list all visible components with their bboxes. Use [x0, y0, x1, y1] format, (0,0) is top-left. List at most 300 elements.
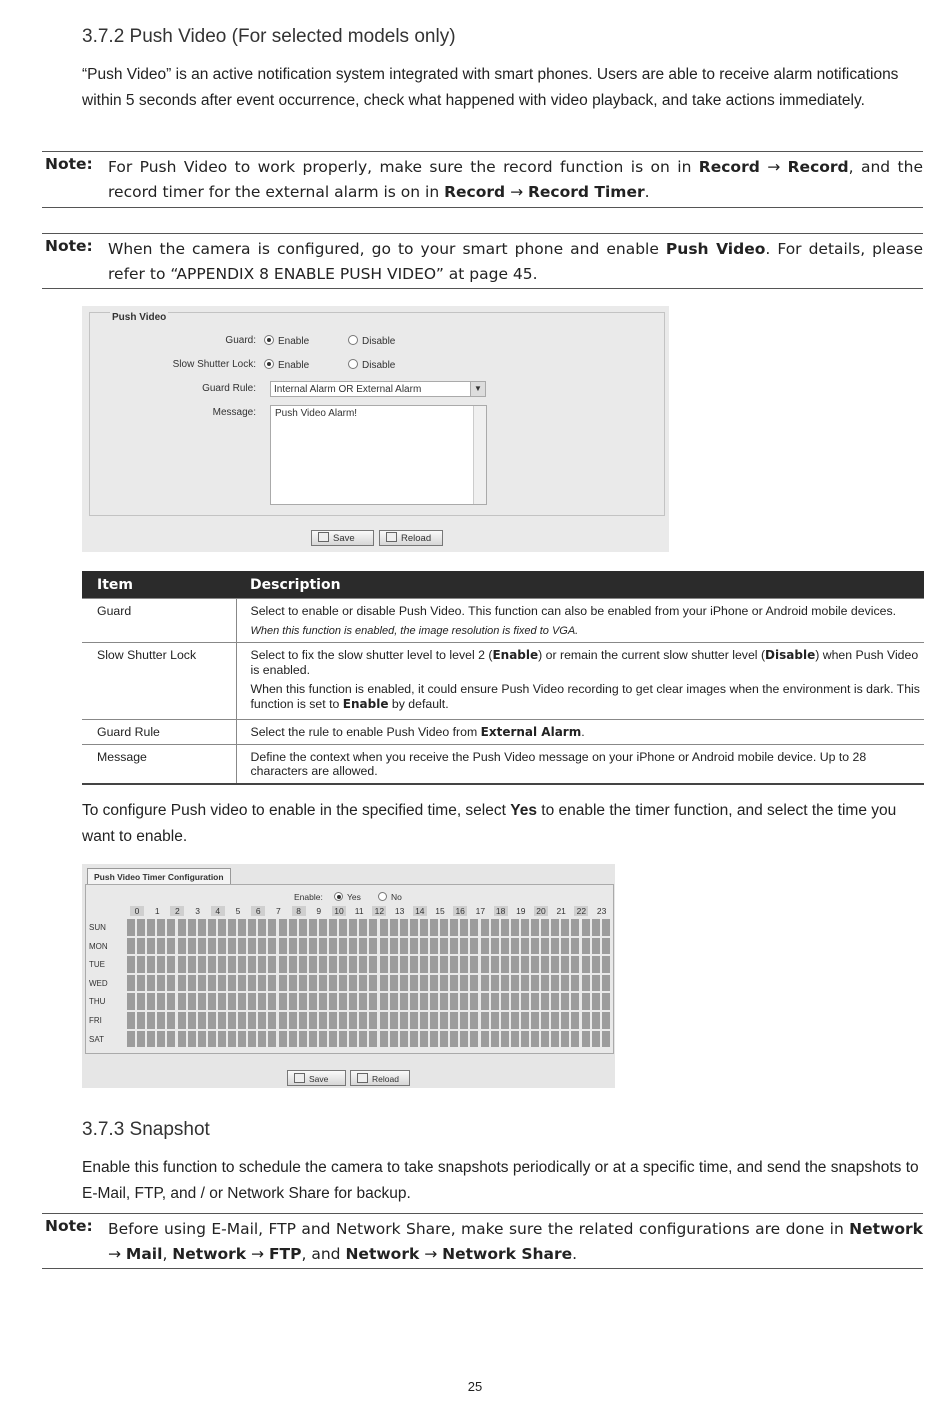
timer-cell[interactable]: [511, 938, 519, 955]
hour-header[interactable]: 13: [394, 906, 405, 916]
hour-header[interactable]: 11: [354, 906, 364, 916]
timer-cell[interactable]: [369, 919, 377, 936]
timer-cell[interactable]: [551, 956, 559, 973]
timer-cell[interactable]: [531, 1031, 539, 1048]
timer-cell[interactable]: [329, 975, 337, 992]
timer-cell[interactable]: [470, 956, 478, 973]
timer-cell[interactable]: [450, 975, 458, 992]
timer-cell[interactable]: [157, 938, 165, 955]
timer-cell[interactable]: [218, 919, 226, 936]
timer-cell[interactable]: [188, 1031, 196, 1048]
timer-cell[interactable]: [440, 956, 448, 973]
timer-cell[interactable]: [339, 956, 347, 973]
timer-cell[interactable]: [279, 1031, 287, 1048]
timer-cell[interactable]: [279, 938, 287, 955]
scrollbar[interactable]: [473, 406, 486, 504]
timer-cell[interactable]: [157, 956, 165, 973]
slow-shutter-disable-radio[interactable]: Disable: [348, 359, 395, 371]
timer-cell[interactable]: [309, 975, 317, 992]
timer-cell[interactable]: [228, 956, 236, 973]
timer-cell[interactable]: [198, 919, 206, 936]
timer-cell[interactable]: [309, 956, 317, 973]
timer-cell[interactable]: [279, 919, 287, 936]
hour-header[interactable]: 8: [292, 906, 306, 916]
timer-cell[interactable]: [319, 938, 327, 955]
timer-cell[interactable]: [359, 1012, 367, 1029]
timer-cell[interactable]: [460, 938, 468, 955]
timer-cell[interactable]: [329, 993, 337, 1010]
timer-cell[interactable]: [602, 938, 610, 955]
timer-cell[interactable]: [359, 993, 367, 1010]
hour-header[interactable]: 20: [534, 906, 548, 916]
timer-cell[interactable]: [571, 1031, 579, 1048]
timer-cell[interactable]: [147, 1012, 155, 1029]
slow-shutter-enable-radio[interactable]: Enable: [264, 359, 309, 371]
timer-cell[interactable]: [167, 1012, 175, 1029]
timer-cell[interactable]: [369, 975, 377, 992]
hour-header[interactable]: 12: [372, 906, 386, 916]
hour-header[interactable]: 16: [453, 906, 467, 916]
timer-cell[interactable]: [218, 956, 226, 973]
timer-cell[interactable]: [460, 919, 468, 936]
timer-cell[interactable]: [167, 938, 175, 955]
timer-cell[interactable]: [430, 993, 438, 1010]
timer-cell[interactable]: [289, 993, 297, 1010]
timer-cell[interactable]: [178, 938, 186, 955]
timer-cell[interactable]: [481, 1031, 489, 1048]
day-label[interactable]: FRI: [89, 1016, 102, 1025]
timer-cell[interactable]: [349, 975, 357, 992]
timer-cell[interactable]: [137, 975, 145, 992]
hour-header[interactable]: 3: [195, 906, 200, 916]
day-label[interactable]: SUN: [89, 923, 106, 932]
timer-cell[interactable]: [178, 1012, 186, 1029]
timer-cell[interactable]: [551, 1031, 559, 1048]
timer-cell[interactable]: [390, 993, 398, 1010]
timer-cell[interactable]: [228, 1031, 236, 1048]
timer-cell[interactable]: [582, 956, 590, 973]
timer-cell[interactable]: [258, 938, 266, 955]
timer-cell[interactable]: [238, 975, 246, 992]
timer-cell[interactable]: [380, 1031, 388, 1048]
timer-cell[interactable]: [561, 956, 569, 973]
hour-header[interactable]: 1: [154, 906, 160, 916]
timer-cell[interactable]: [137, 993, 145, 1010]
timer-cell[interactable]: [470, 1012, 478, 1029]
timer-cell[interactable]: [400, 919, 408, 936]
timer-cell[interactable]: [491, 919, 499, 936]
timer-cell[interactable]: [390, 938, 398, 955]
timer-cell[interactable]: [410, 993, 418, 1010]
day-label[interactable]: WED: [89, 978, 108, 988]
timer-cell[interactable]: [531, 1012, 539, 1029]
timer-cell[interactable]: [127, 938, 135, 955]
timer-cell[interactable]: [440, 919, 448, 936]
timer-cell[interactable]: [521, 993, 529, 1010]
timer-cell[interactable]: [167, 956, 175, 973]
hour-header[interactable]: 4: [211, 906, 225, 916]
timer-cell[interactable]: [268, 938, 276, 955]
guard-enable-radio[interactable]: Enable: [264, 335, 309, 347]
timer-cell[interactable]: [208, 938, 216, 955]
hour-header[interactable]: 17: [475, 906, 486, 916]
timer-cell[interactable]: [521, 919, 529, 936]
timer-cell[interactable]: [299, 956, 307, 973]
hour-header[interactable]: 23: [596, 906, 607, 916]
timer-cell[interactable]: [319, 956, 327, 973]
timer-cell[interactable]: [268, 1012, 276, 1029]
timer-cell[interactable]: [450, 1012, 458, 1029]
timer-cell[interactable]: [541, 938, 549, 955]
timer-cell[interactable]: [208, 1012, 216, 1029]
timer-cell[interactable]: [592, 938, 600, 955]
timer-cell[interactable]: [208, 919, 216, 936]
timer-cell[interactable]: [208, 993, 216, 1010]
timer-cell[interactable]: [127, 1031, 135, 1048]
timer-cell[interactable]: [248, 993, 256, 1010]
timer-cell[interactable]: [571, 938, 579, 955]
timer-cell[interactable]: [410, 1012, 418, 1029]
timer-cell[interactable]: [561, 1031, 569, 1048]
timer-cell[interactable]: [157, 993, 165, 1010]
timer-cell[interactable]: [238, 938, 246, 955]
timer-cell[interactable]: [450, 993, 458, 1010]
timer-cell[interactable]: [147, 1031, 155, 1048]
timer-cell[interactable]: [440, 938, 448, 955]
timer-cell[interactable]: [268, 919, 276, 936]
hour-header[interactable]: 22: [574, 906, 588, 916]
timer-cell[interactable]: [157, 919, 165, 936]
timer-cell[interactable]: [602, 919, 610, 936]
timer-cell[interactable]: [430, 938, 438, 955]
timer-cell[interactable]: [531, 975, 539, 992]
timer-cell[interactable]: [329, 938, 337, 955]
timer-cell[interactable]: [551, 938, 559, 955]
timer-cell[interactable]: [602, 975, 610, 992]
timer-cell[interactable]: [481, 975, 489, 992]
timer-cell[interactable]: [359, 919, 367, 936]
timer-cell[interactable]: [167, 919, 175, 936]
timer-cell[interactable]: [380, 975, 388, 992]
timer-cell[interactable]: [511, 919, 519, 936]
timer-cell[interactable]: [420, 938, 428, 955]
timer-cell[interactable]: [470, 919, 478, 936]
hour-header[interactable]: 9: [316, 906, 322, 916]
timer-cell[interactable]: [380, 956, 388, 973]
timer-cell[interactable]: [178, 1031, 186, 1048]
timer-cell[interactable]: [248, 919, 256, 936]
timer-cell[interactable]: [157, 1031, 165, 1048]
timer-cell[interactable]: [359, 938, 367, 955]
timer-cell[interactable]: [470, 993, 478, 1010]
timer-cell[interactable]: [400, 938, 408, 955]
timer-cell[interactable]: [289, 1012, 297, 1029]
timer-cell[interactable]: [339, 993, 347, 1010]
timer-cell[interactable]: [188, 993, 196, 1010]
timer-cell[interactable]: [470, 1031, 478, 1048]
timer-cell[interactable]: [268, 993, 276, 1010]
timer-cell[interactable]: [430, 919, 438, 936]
timer-cell[interactable]: [137, 1031, 145, 1048]
day-label[interactable]: TUE: [89, 960, 105, 970]
hour-header[interactable]: 5: [235, 906, 241, 916]
timer-cell[interactable]: [541, 1031, 549, 1048]
timer-cell[interactable]: [359, 1031, 367, 1048]
timer-cell[interactable]: [531, 993, 539, 1010]
timer-cell[interactable]: [188, 938, 196, 955]
timer-cell[interactable]: [299, 919, 307, 936]
timer-cell[interactable]: [541, 975, 549, 992]
timer-cell[interactable]: [299, 1031, 307, 1048]
save-button[interactable]: Save: [287, 1070, 346, 1086]
timer-cell[interactable]: [299, 993, 307, 1010]
timer-cell[interactable]: [258, 975, 266, 992]
timer-cell[interactable]: [359, 956, 367, 973]
timer-cell[interactable]: [481, 993, 489, 1010]
timer-cell[interactable]: [420, 919, 428, 936]
timer-cell[interactable]: [349, 1012, 357, 1029]
timer-cell[interactable]: [349, 956, 357, 973]
hour-header[interactable]: 14: [413, 906, 427, 916]
timer-cell[interactable]: [430, 975, 438, 992]
timer-cell[interactable]: [319, 919, 327, 936]
timer-cell[interactable]: [521, 975, 529, 992]
timer-cell[interactable]: [491, 1012, 499, 1029]
timer-cell[interactable]: [349, 919, 357, 936]
timer-cell[interactable]: [440, 993, 448, 1010]
hour-header[interactable]: 18: [494, 906, 508, 916]
timer-cell[interactable]: [198, 1012, 206, 1029]
timer-cell[interactable]: [390, 956, 398, 973]
timer-cell[interactable]: [127, 919, 135, 936]
timer-cell[interactable]: [521, 1012, 529, 1029]
timer-cell[interactable]: [329, 1012, 337, 1029]
timer-cell[interactable]: [147, 975, 155, 992]
timer-cell[interactable]: [258, 1031, 266, 1048]
timer-cell[interactable]: [501, 956, 509, 973]
day-label[interactable]: SAT: [89, 1034, 104, 1044]
timer-cell[interactable]: [279, 956, 287, 973]
timer-cell[interactable]: [420, 993, 428, 1010]
timer-cell[interactable]: [208, 956, 216, 973]
timer-cell[interactable]: [390, 975, 398, 992]
hour-header[interactable]: 21: [556, 906, 566, 916]
timer-cell[interactable]: [410, 938, 418, 955]
timer-cell[interactable]: [380, 1012, 388, 1029]
timer-cell[interactable]: [238, 919, 246, 936]
timer-cell[interactable]: [420, 956, 428, 973]
timer-cell[interactable]: [167, 1031, 175, 1048]
timer-cell[interactable]: [592, 993, 600, 1010]
timer-cell[interactable]: [501, 919, 509, 936]
timer-cell[interactable]: [551, 993, 559, 1010]
timer-cell[interactable]: [450, 1031, 458, 1048]
timer-cell[interactable]: [178, 956, 186, 973]
timer-cell[interactable]: [481, 956, 489, 973]
timer-cell[interactable]: [248, 956, 256, 973]
timer-cell[interactable]: [561, 938, 569, 955]
timer-cell[interactable]: [228, 919, 236, 936]
timer-cell[interactable]: [289, 956, 297, 973]
timer-cell[interactable]: [541, 956, 549, 973]
timer-cell[interactable]: [218, 993, 226, 1010]
timer-cell[interactable]: [137, 956, 145, 973]
timer-cell[interactable]: [329, 1031, 337, 1048]
timer-cell[interactable]: [319, 993, 327, 1010]
timer-cell[interactable]: [541, 919, 549, 936]
timer-cell[interactable]: [359, 975, 367, 992]
timer-cell[interactable]: [561, 1012, 569, 1029]
timer-cell[interactable]: [430, 1012, 438, 1029]
timer-cell[interactable]: [410, 975, 418, 992]
timer-cell[interactable]: [511, 975, 519, 992]
timer-cell[interactable]: [582, 993, 590, 1010]
timer-cell[interactable]: [501, 1031, 509, 1048]
timer-cell[interactable]: [531, 938, 539, 955]
timer-cell[interactable]: [420, 1031, 428, 1048]
timer-cell[interactable]: [127, 975, 135, 992]
timer-cell[interactable]: [349, 938, 357, 955]
timer-cell[interactable]: [198, 975, 206, 992]
timer-cell[interactable]: [551, 919, 559, 936]
enable-yes-radio[interactable]: Yes: [334, 892, 361, 902]
timer-cell[interactable]: [258, 919, 266, 936]
timer-cell[interactable]: [349, 993, 357, 1010]
timer-cell[interactable]: [582, 1012, 590, 1029]
timer-cell[interactable]: [218, 938, 226, 955]
timer-cell[interactable]: [369, 956, 377, 973]
timer-cell[interactable]: [491, 956, 499, 973]
timer-cell[interactable]: [319, 975, 327, 992]
reload-button[interactable]: Reload: [350, 1070, 410, 1086]
timer-cell[interactable]: [501, 993, 509, 1010]
timer-cell[interactable]: [571, 993, 579, 1010]
timer-cell[interactable]: [400, 956, 408, 973]
timer-cell[interactable]: [470, 938, 478, 955]
timer-cell[interactable]: [178, 975, 186, 992]
timer-cell[interactable]: [481, 1012, 489, 1029]
timer-cell[interactable]: [369, 993, 377, 1010]
timer-cell[interactable]: [511, 993, 519, 1010]
timer-cell[interactable]: [258, 993, 266, 1010]
timer-cell[interactable]: [289, 1031, 297, 1048]
timer-cell[interactable]: [410, 956, 418, 973]
timer-cell[interactable]: [582, 975, 590, 992]
timer-cell[interactable]: [127, 956, 135, 973]
timer-cell[interactable]: [248, 1031, 256, 1048]
timer-cell[interactable]: [460, 1031, 468, 1048]
timer-cell[interactable]: [238, 1031, 246, 1048]
timer-cell[interactable]: [147, 956, 155, 973]
timer-cell[interactable]: [450, 938, 458, 955]
timer-cell[interactable]: [329, 919, 337, 936]
timer-cell[interactable]: [571, 919, 579, 936]
timer-cell[interactable]: [571, 1012, 579, 1029]
timer-cell[interactable]: [258, 1012, 266, 1029]
timer-cell[interactable]: [541, 993, 549, 1010]
timer-cell[interactable]: [450, 919, 458, 936]
timer-cell[interactable]: [511, 956, 519, 973]
timer-cell[interactable]: [400, 993, 408, 1010]
timer-cell[interactable]: [228, 975, 236, 992]
timer-cell[interactable]: [400, 975, 408, 992]
timer-cell[interactable]: [339, 1012, 347, 1029]
hour-header[interactable]: 7: [276, 906, 281, 916]
timer-cell[interactable]: [390, 1012, 398, 1029]
timer-cell[interactable]: [208, 1031, 216, 1048]
timer-cell[interactable]: [157, 1012, 165, 1029]
timer-cell[interactable]: [218, 1031, 226, 1048]
hour-header[interactable]: 2: [170, 906, 184, 916]
timer-cell[interactable]: [188, 975, 196, 992]
timer-cell[interactable]: [339, 1031, 347, 1048]
hour-header[interactable]: 15: [435, 906, 445, 916]
guard-disable-radio[interactable]: Disable: [348, 335, 395, 347]
timer-cell[interactable]: [137, 938, 145, 955]
timer-cell[interactable]: [410, 919, 418, 936]
timer-cell[interactable]: [309, 993, 317, 1010]
timer-cell[interactable]: [198, 938, 206, 955]
timer-cell[interactable]: [248, 975, 256, 992]
hour-header[interactable]: 19: [516, 906, 526, 916]
timer-cell[interactable]: [188, 919, 196, 936]
timer-cell[interactable]: [147, 993, 155, 1010]
message-textarea[interactable]: Push Video Alarm!: [270, 405, 487, 505]
timer-cell[interactable]: [440, 975, 448, 992]
timer-cell[interactable]: [582, 938, 590, 955]
timer-cell[interactable]: [238, 956, 246, 973]
timer-cell[interactable]: [319, 1012, 327, 1029]
timer-cell[interactable]: [218, 1012, 226, 1029]
timer-cell[interactable]: [390, 1031, 398, 1048]
timer-cell[interactable]: [561, 975, 569, 992]
timer-cell[interactable]: [178, 919, 186, 936]
timer-cell[interactable]: [592, 975, 600, 992]
timer-cell[interactable]: [289, 975, 297, 992]
timer-cell[interactable]: [238, 993, 246, 1010]
timer-cell[interactable]: [390, 919, 398, 936]
timer-cell[interactable]: [188, 1012, 196, 1029]
timer-cell[interactable]: [521, 956, 529, 973]
guard-rule-select[interactable]: Internal Alarm OR External Alarm ▼: [270, 381, 486, 397]
timer-cell[interactable]: [268, 956, 276, 973]
timer-cell[interactable]: [127, 1012, 135, 1029]
timer-cell[interactable]: [420, 1012, 428, 1029]
timer-cell[interactable]: [602, 993, 610, 1010]
timer-cell[interactable]: [602, 1031, 610, 1048]
timer-cell[interactable]: [491, 993, 499, 1010]
timer-cell[interactable]: [531, 956, 539, 973]
timer-cell[interactable]: [380, 993, 388, 1010]
timer-cell[interactable]: [440, 1031, 448, 1048]
timer-cell[interactable]: [178, 993, 186, 1010]
timer-cell[interactable]: [198, 993, 206, 1010]
hour-header[interactable]: 6: [251, 906, 265, 916]
tab-push-video-timer[interactable]: Push Video Timer Configuration: [87, 868, 231, 885]
day-label[interactable]: MON: [89, 941, 108, 951]
timer-cell[interactable]: [299, 1012, 307, 1029]
timer-cell[interactable]: [410, 1031, 418, 1048]
timer-cell[interactable]: [501, 1012, 509, 1029]
reload-button[interactable]: Reload: [379, 530, 443, 546]
timer-cell[interactable]: [481, 938, 489, 955]
timer-cell[interactable]: [582, 1031, 590, 1048]
timer-cell[interactable]: [309, 919, 317, 936]
timer-cell[interactable]: [369, 938, 377, 955]
timer-cell[interactable]: [329, 956, 337, 973]
timer-cell[interactable]: [380, 919, 388, 936]
timer-cell[interactable]: [299, 975, 307, 992]
